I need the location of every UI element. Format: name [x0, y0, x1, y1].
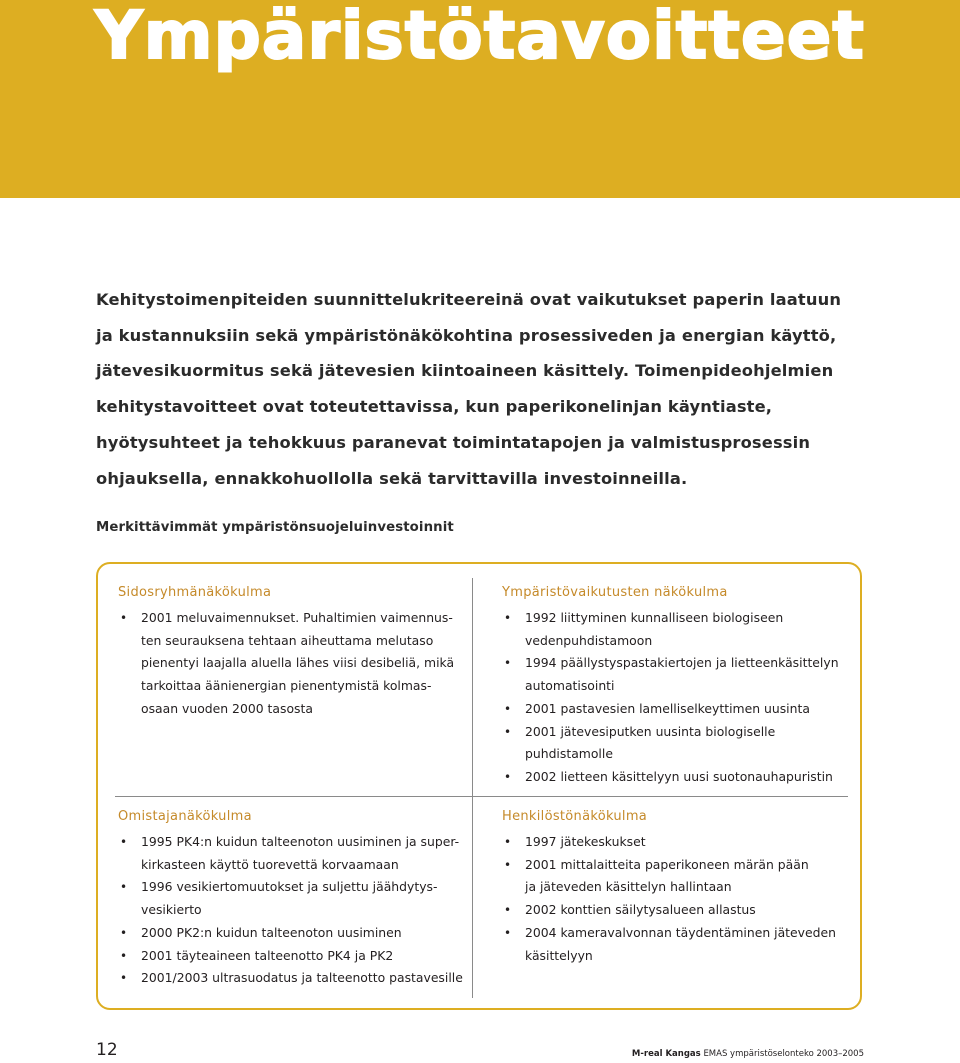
list-item-line: 1996 vesikiertomuutokset ja suljettu jäähdytys- — [141, 879, 438, 895]
bullet-icon: • — [504, 925, 512, 940]
panel-list — [118, 831, 468, 990]
list-item — [118, 945, 468, 968]
panel-owner — [118, 808, 468, 990]
panel-title: Omistajanäkökulma — [118, 809, 252, 824]
intro-line: Kehitystoimenpiteiden suunnittelukriteereinä ovat vaikutukset paperin laatuun — [96, 290, 842, 309]
vertical-divider — [472, 578, 473, 998]
bullet-icon: • — [504, 769, 512, 784]
list-item-line: pienentyi laajalla aluella lähes viisi desibeliä, mikä — [141, 655, 455, 671]
intro-line: hyötysuhteet ja tehokkuus paranevat toimintatapojen ja valmistusprosessin — [96, 432, 811, 452]
list-item-line: 1992 liittyminen kunnalliseen biologiseen — [525, 610, 784, 625]
bullet-icon: • — [120, 925, 128, 940]
list-item — [502, 766, 847, 789]
list-item-line: 2004 kameravalvonnan täydentäminen jäteveden — [525, 924, 836, 940]
bullet-icon: • — [504, 611, 512, 625]
intro-line: jätevesikuormitus sekä jätevesien kiintoaineen käsittely. Toimenpideohjelmien — [96, 361, 834, 381]
panel-list — [502, 607, 847, 789]
page-number: 12 — [96, 1040, 118, 1060]
footer-publication: EMAS ympäristöselonteko 2003–2005 — [703, 1049, 864, 1059]
intro-paragraph — [96, 282, 876, 496]
list-item-line: 2001 pastavesien lamelliselkeyttimen uusinta — [525, 700, 810, 716]
list-item — [502, 698, 847, 721]
list-item-line: kirkasteen käyttö tuorevettä korvaamaan — [141, 856, 399, 872]
list-item-line: 2000 PK2:n kuidun talteenoton uusiminen — [141, 924, 402, 940]
footer-brand: M-real Kangas — [631, 1049, 701, 1059]
bullet-icon: • — [504, 724, 512, 739]
list-item — [502, 652, 847, 697]
bullet-icon: • — [504, 857, 512, 872]
panel-title: Henkilöstönäkökulma — [502, 809, 648, 824]
list-item — [118, 607, 463, 721]
list-item-line: vedenpuhdistamoon — [525, 632, 653, 648]
panel-personnel — [502, 808, 847, 967]
list-item — [502, 854, 847, 899]
list-item-line: 2001 meluvaimennukset. Puhaltimien vaimennus- — [141, 610, 453, 625]
intro-line: ohjauksella, ennakkohuollolla sekä tarvittavilla investoinneilla. — [96, 468, 688, 488]
list-item-line: automatisointi — [525, 678, 615, 694]
intro-line: kehitystavoitteet ovat toteutettavissa, kun paperikonelinjan käyntiaste, — [96, 397, 773, 417]
bullet-icon: • — [504, 835, 512, 849]
list-item — [118, 876, 468, 921]
page-title: Ympäristötavoitteet — [95, 0, 865, 74]
list-item-line: 2001/2003 ultrasuodatus ja talteenotto pastavesille — [141, 970, 463, 986]
panel-stakeholder — [118, 584, 463, 721]
list-item-line: puhdistamolle — [525, 746, 613, 762]
bullet-icon: • — [504, 656, 512, 671]
list-item-line: 2001 mittalaitteita paperikoneen märän pään — [525, 856, 809, 872]
list-item-line: 1995 PK4:n kuidun talteenoton uusiminen ja super- — [141, 834, 460, 849]
list-item-line: vesikierto — [141, 902, 202, 918]
list-item-line: 2002 konttien säilytysalueen allastus — [525, 902, 756, 918]
panel-environmental-impact — [502, 584, 847, 789]
horizontal-divider — [115, 796, 848, 797]
list-item — [502, 831, 847, 854]
panel-list — [118, 607, 463, 721]
list-item-line: osaan vuoden 2000 tasosta — [141, 700, 313, 716]
intro-line: ja kustannuksiin sekä ympäristönäkökohtina prosessiveden ja energian käyttö, — [96, 325, 837, 345]
footer-credit — [632, 1049, 864, 1059]
list-item-line: 1994 päällystyspastakiertojen ja lietteenkäsittelyn — [525, 655, 839, 671]
list-item-line: 2001 täyteaineen talteenotto PK4 ja PK2 — [141, 947, 394, 963]
list-item-line: käsittelyyn — [525, 947, 593, 963]
list-item — [118, 922, 468, 945]
bullet-icon: • — [120, 880, 128, 895]
panel-list — [502, 831, 847, 967]
list-item — [502, 899, 847, 922]
header-banner — [0, 0, 960, 198]
list-item-line: ten seurauksena tehtaan aiheuttama melutaso — [141, 632, 434, 648]
panel-title: Sidosryhmänäkökulma — [118, 585, 272, 600]
panel-title: Ympäristövaikutusten näkökulma — [502, 585, 728, 600]
list-item-line: 2002 lietteen käsittelyyn uusi suotonauhapuristin — [525, 768, 833, 784]
list-item — [118, 831, 468, 876]
list-item — [502, 721, 847, 766]
bullet-icon: • — [504, 903, 512, 918]
section-heading: Merkittävimmät ympäristönsuojeluinvestoinnit — [96, 520, 454, 535]
list-item-line: 1997 jätekeskukset — [525, 834, 646, 849]
list-item — [502, 922, 847, 967]
list-item-line: tarkoittaa äänienergian pienentymistä kolmas- — [141, 678, 432, 694]
bullet-icon: • — [504, 701, 512, 716]
list-item-line: ja jäteveden käsittelyn hallintaan — [525, 879, 732, 895]
list-item — [118, 967, 468, 990]
list-item-line: 2001 jätevesiputken uusinta biologiselle — [525, 723, 776, 739]
bullet-icon: • — [120, 971, 128, 986]
bullet-icon: • — [120, 611, 128, 625]
bullet-icon: • — [120, 948, 128, 963]
bullet-icon: • — [120, 835, 128, 849]
list-item — [502, 607, 847, 652]
